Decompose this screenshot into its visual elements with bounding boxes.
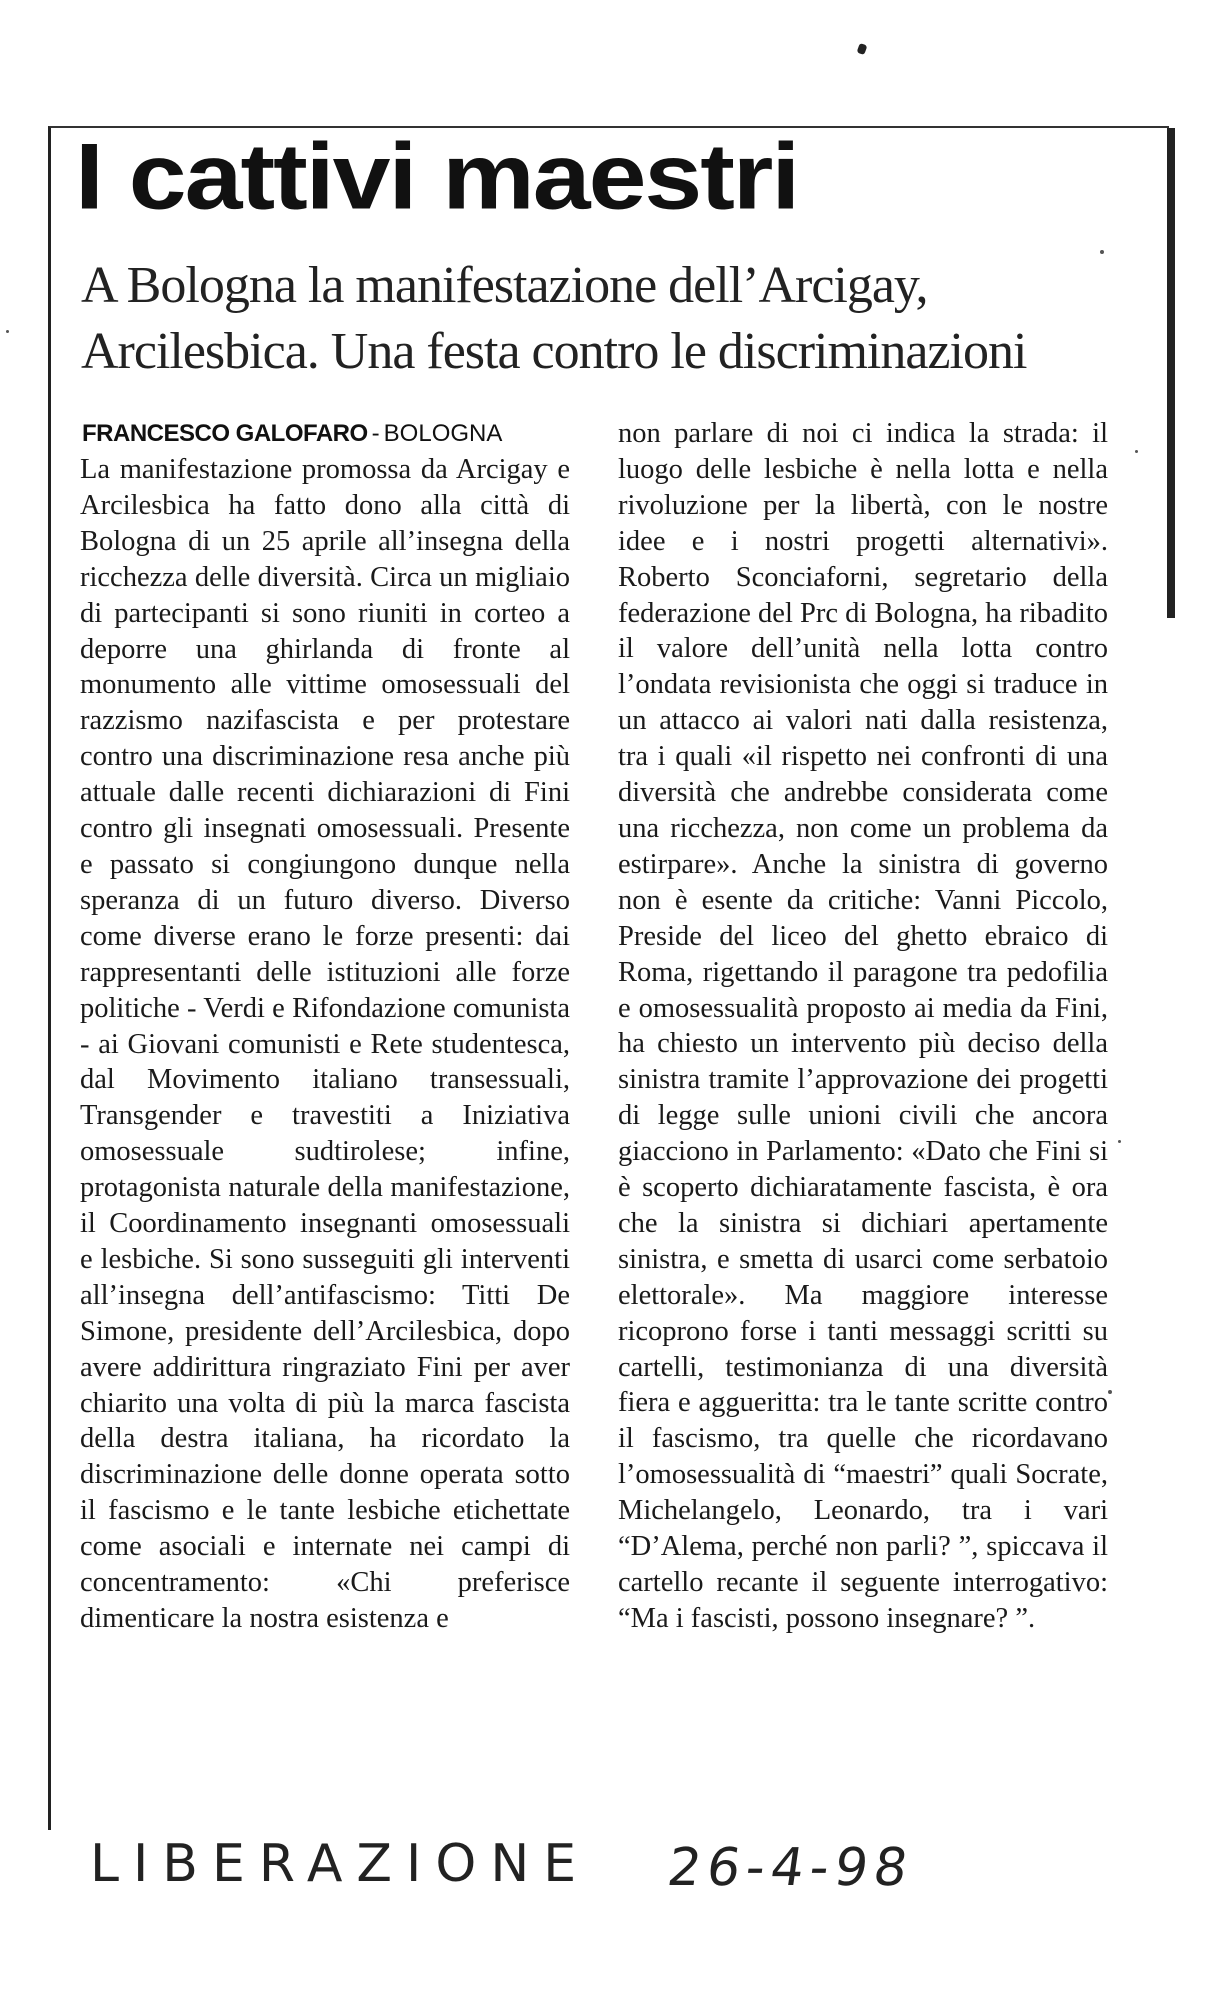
scan-speck [1135,450,1138,453]
scan-speck [1100,250,1104,254]
handwritten-date: 26-4-98 [663,1838,918,1898]
author-name: FRANCESCO GALOFARO [82,420,368,447]
handwritten-source: LIBERAZIONE [90,1834,591,1894]
article-column-right: non parlare di noi ci indica la strada: il luogo delle lesbiche è nella lotta e nella rivoluzione per la libertà, con le nostre idee e i nostri progetti alternativi». Roberto Sconciaforni, segretario della federazione del Prc di Bologna, ha ribadito il valore dell’unità nella lotta contro l’ondata revisionista che oggi si traduce in un attacco ai valori nati dalla resistenza, tra i quali «il rispetto nei confronti di una diversità che andrebbe considerata come una ricchezza, non come un problema da estirpare». Anche la sinistra di governo non è esente da critiche: Vanni Piccolo, Preside del liceo del ghetto ebraico di Roma, rigettando il paragone tra pedofilia e omosessualità proposto ai media da Fini, ha chiesto un intervento più deciso della sinistra tramite l’approvazione dei progetti di legge sulle unioni civili che ancora giacciono in Parlamento: «Dato che Fini si è scoperto dichiaratamente fascista, è ora che la sinistra si dichiari apertamente sinistra, e smetta di usarci come serbatoio elettorale». Ma maggiore interesse ricoprono forse i tanti messaggi scritti su cartelli, testimonianza di una diversità fiera e aggueritta: tra le tante scritte contro il fascismo, tra quelle che ricordavano l’omosessualità di “maestri” quali Socrate, Michelangelo, Leonardo, tra i vari “D’Alema, perché non parli? ”, spiccava il cartello recante il seguente interrogativo: “Ma i fascisti, possono insegnare? ”. [618,418,1108,1634]
headline: I cattivi maestri [75,124,799,229]
byline-separator: - [371,420,380,447]
byline [82,420,502,448]
scan-speck [1108,1390,1112,1394]
scan-speck [6,330,9,333]
scan-mark [857,43,868,55]
article-column-left: La manifestazione promossa da Arcigay e Arcilesbica ha fatto dono alla città di Bologna di un 25 aprile all’insegna della ricchezza delle diversità. Circa un migliaio di partecipanti si sono riuniti in corteo a deporre una ghirlanda di fronte al monumento alle vittime omosessuali del razzismo nazifascista e per protestare contro una discriminazione resa anche più attuale dalle recenti dichiarazioni di Fini contro gli insegnati omosessuali. Presente e passato si congiungono dunque nella speranza di un futuro diverso. Diverso come diverse erano le forze presenti: dai rappresentanti delle istituzioni alle forze politiche - Verdi e Rifondazione comunista - ai Giovani comunisti e Rete studentesca, dal Movimento italiano transessuali, Transgender e travestiti a Iniziativa omosessuale sudtirolese; infine, protagonista naturale della manifestazione, il Coordinamento insegnanti omosessuali e lesbiche. Si sono susseguiti gli interventi all’insegna dell’antifascismo: Titti De Simone, presidente dell’Arcilesbica, dopo avere addirittura ringraziato Fini per aver chiarito una volta di più la marca fascista della destra italiana, ha ricordato la discriminazione delle donne operata sotto il fascismo e le tante lesbiche etichettate come asociali e internate nei campi di concentramento: «Chi preferisce dimenticare la nostra esistenza e [80,454,570,1634]
subtitle: A Bologna la manifestazione dell’Arcigay, Arcilesbica. Una festa contro le discriminazioni [81,257,1027,380]
scan-speck [1118,1140,1121,1143]
dateline-location: BOLOGNA [383,420,503,447]
